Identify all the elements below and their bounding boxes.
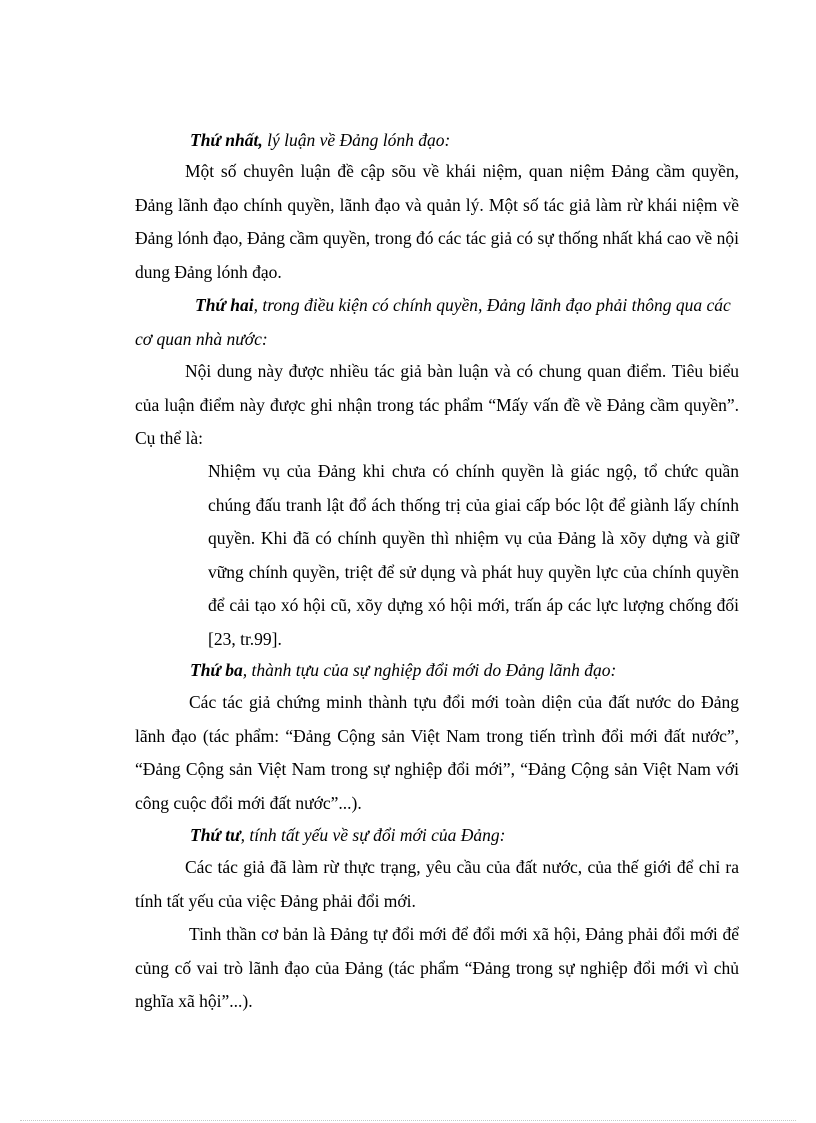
paragraph-5: Tinh thần cơ bản là Đảng tự đổi mới để đổi mới xã hội, Đảng phải đổi mới để củng cố vai trò lãnh đạo của Đảng (tác phẩm “Đảng trong sự nghiệp đổi mới vì chủ nghĩa xã hội”...). <box>135 924 739 1011</box>
section-heading-2 <box>135 289 739 356</box>
paragraph-3: Các tác giả chứng minh thành tựu đổi mới toàn diện của đất nước do Đảng lãnh đạo (tác phẩm: “Đảng Cộng sản Việt Nam trong tiến trình đổi mới đất nước”, “Đảng Cộng sản Việt Nam trong sự nghiệp đổi mới”, “Đảng Cộng sản Việt Nam với công cuộc đổi mới đất nước”...). <box>135 692 739 813</box>
block-quote: Nhiệm vụ của Đảng khi chưa có chính quyền là giác ngộ, tổ chức quần chúng đấu tranh lật đổ ách thống trị của giai cấp bóc lột để giành lấy chính quyền. Khi đã có chính quyền thì nhiệm vụ của Đảng là xõy dựng và giữ vững chính quyền, triệt để sử dụng và phát huy quyền lực của chính quyền để cải tạo xó hội cũ, xõy dựng xó hội mới, trấn áp các lực lượng chống đối [23, tr.99]. <box>208 461 739 649</box>
paragraph-2: Nội dung này được nhiều tác giả bàn luận và có chung quan điểm. Tiêu biểu của luận điểm này được ghi nhận trong tác phẩm “Mấy vấn đề về Đảng cầm quyền”. Cụ thể là: <box>135 361 739 448</box>
paragraph-4: Các tác giả đã làm rừ thực trạng, yêu cầu của đất nước, của thế giới để chỉ ra tính tất yếu của việc Đảng phải đổi mới. <box>135 857 739 911</box>
heading-text: , tính tất yếu về sự đổi mới của Đảng: <box>240 825 506 845</box>
section-heading-3 <box>190 654 750 688</box>
heading-label: Thứ hai <box>195 295 254 315</box>
heading-label: Thứ ba <box>190 660 243 680</box>
section-heading-1 <box>190 124 750 158</box>
heading-label: Thứ nhất, <box>190 130 263 150</box>
paragraph-1: Một số chuyên luận đề cập sõu về khái niệm, quan niệm Đảng cầm quyền, Đảng lãnh đạo chính quyền, lãnh đạo và quản lý. Một số tác giả làm rừ khái niệm về Đảng lónh đạo, Đảng cầm quyền, trong đó các tác giả có sự thống nhất khá cao về nội dung Đảng lónh đạo. <box>135 161 739 282</box>
heading-text: , trong điều kiện có chính quyền, Đảng lãnh đạo phải thông qua các cơ quan nhà nước: <box>135 295 731 349</box>
section-heading-4 <box>190 819 750 853</box>
page-bottom-divider <box>20 1120 796 1121</box>
heading-text: , thành tựu của sự nghiệp đổi mới do Đảng lãnh đạo: <box>242 660 617 680</box>
heading-text: lý luận về Đảng lónh đạo: <box>262 130 451 150</box>
heading-label: Thứ tư <box>190 825 241 845</box>
